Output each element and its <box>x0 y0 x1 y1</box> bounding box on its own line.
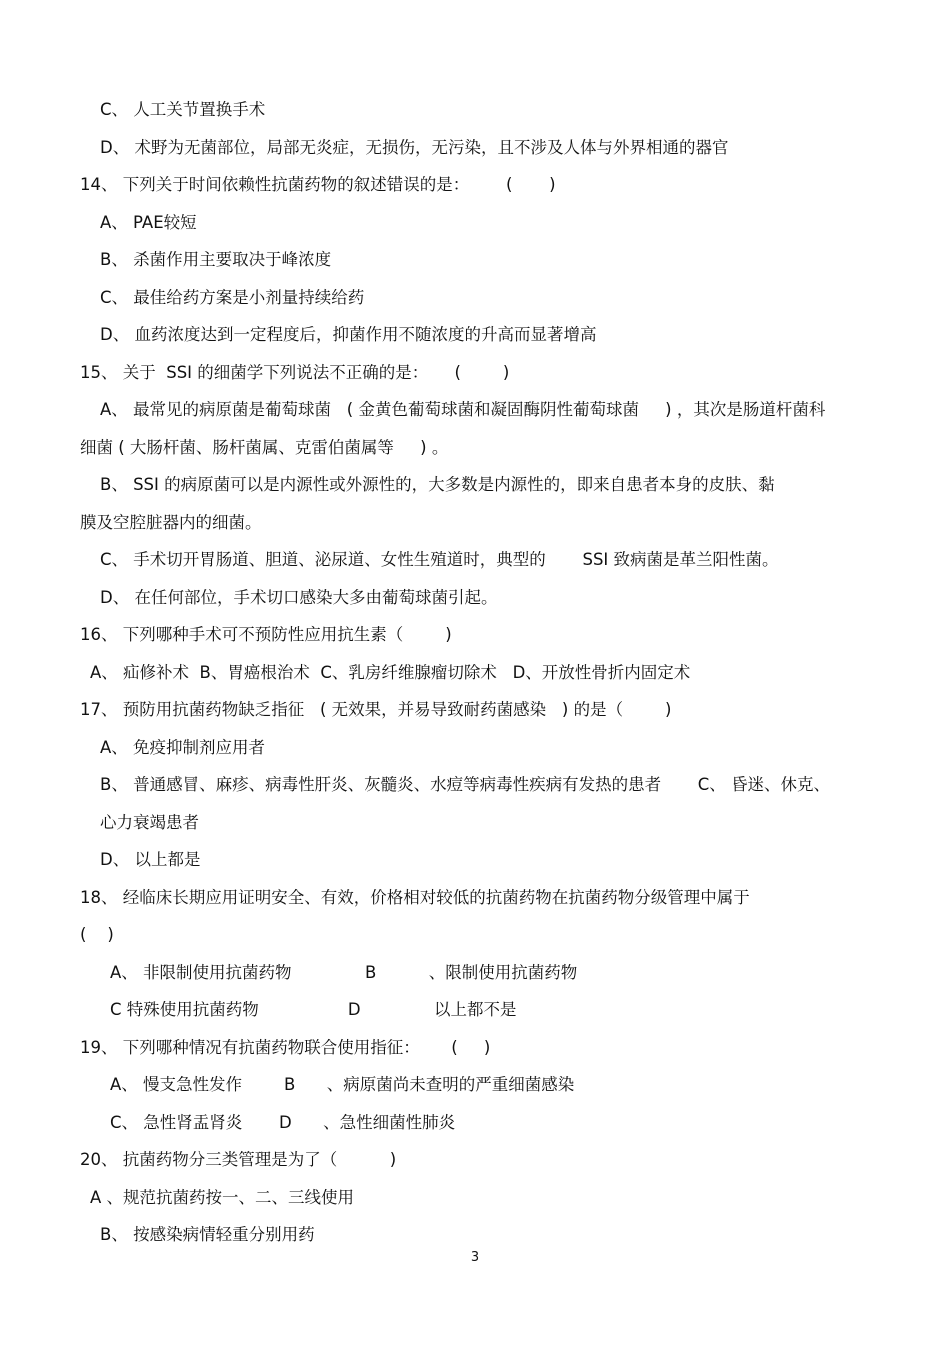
option-15a-cont: 细菌 ( 大肠杆菌、肠杆菌属、克雷伯菌属等 ) 。 <box>80 438 449 457</box>
question-15: 15、 关于 SSI 的细菌学下列说法不正确的是： ( ) <box>80 363 510 382</box>
option-20a: A 、规范抗菌药按一、二、三线使用 <box>90 1188 355 1207</box>
question-18-blank: ( ) <box>80 925 114 944</box>
option-17a: A、 免疫抑制剂应用者 <box>100 738 266 757</box>
question-17: 17、 预防用抗菌药物缺乏指征 ( 无效果，并易导致耐药菌感染 ) 的是（ ) <box>80 700 672 719</box>
options-19-ab: A、 慢支急性发作 B 、病原菌尚未查明的严重细菌感染 <box>110 1075 575 1094</box>
option-14b: B、 杀菌作用主要取决于峰浓度 <box>100 250 332 269</box>
option-13d: D、 术野为无菌部位，局部无炎症，无损伤，无污染，且不涉及人体与外界相通的器官 <box>100 138 729 157</box>
page-number: 3 <box>470 1250 480 1265</box>
option-13c: C、 人工关节置换手术 <box>100 100 266 119</box>
option-17b: B、 普通感冒、麻疹、病毒性肝炎、灰髓炎、水痘等病毒性疾病有发热的患者 C、 昏迷、休克、 <box>100 775 831 794</box>
options-18-cd: C 特殊使用抗菌药物 D 以上都不是 <box>110 1000 517 1019</box>
option-14c: C、 最佳给药方案是小剂量持续给药 <box>100 288 365 307</box>
option-15d: D、 在任何部位，手术切口感染大多由葡萄球菌引起。 <box>100 588 498 607</box>
option-15b: B、 SSI 的病原菌可以是内源性或外源性的，大多数是内源性的，即来自患者本身的皮肤、黏 <box>100 475 775 494</box>
option-15b-cont: 膜及空腔脏器内的细菌。 <box>80 513 262 532</box>
option-17c-cont: 心力衰竭患者 <box>100 813 199 832</box>
question-19: 19、 下列哪种情况有抗菌药物联合使用指征： ( ) <box>80 1038 491 1057</box>
option-20b: B、 按感染病情轻重分别用药 <box>100 1225 315 1244</box>
options-18-ab: A、 非限制使用抗菌药物 B 、限制使用抗菌药物 <box>110 963 578 982</box>
question-14: 14、 下列关于时间依赖性抗菌药物的叙述错误的是： ( ) <box>80 175 556 194</box>
question-20: 20、 抗菌药物分三类管理是为了（ ) <box>80 1150 397 1169</box>
options-16: A、 疝修补术 B、胃癌根治术 C、乳房纤维腺瘤切除术 D、开放性骨折内固定术 <box>90 663 691 682</box>
option-15c: C、 手术切开胃肠道、胆道、泌尿道、女性生殖道时，典型的 SSI 致病菌是革兰阳性菌。 <box>100 550 779 569</box>
question-18: 18、 经临床长期应用证明安全、有效，价格相对较低的抗菌药物在抗菌药物分级管理中属于 <box>80 888 750 907</box>
option-14a: A、 PAE较短 <box>100 213 197 232</box>
option-14d: D、 血药浓度达到一定程度后，抑菌作用不随浓度的升高而显著增高 <box>100 325 597 344</box>
options-19-cd: C、 急性肾盂肾炎 D 、急性细菌性肺炎 <box>110 1113 456 1132</box>
option-17d: D、 以上都是 <box>100 850 201 869</box>
option-15a: A、 最常见的病原菌是葡萄球菌 ( 金黄色葡萄球菌和凝固酶阴性葡萄球菌 ) ，其次是肠道杆菌科 <box>100 400 826 419</box>
question-16: 16、 下列哪种手术可不预防性应用抗生素（ ) <box>80 625 452 644</box>
